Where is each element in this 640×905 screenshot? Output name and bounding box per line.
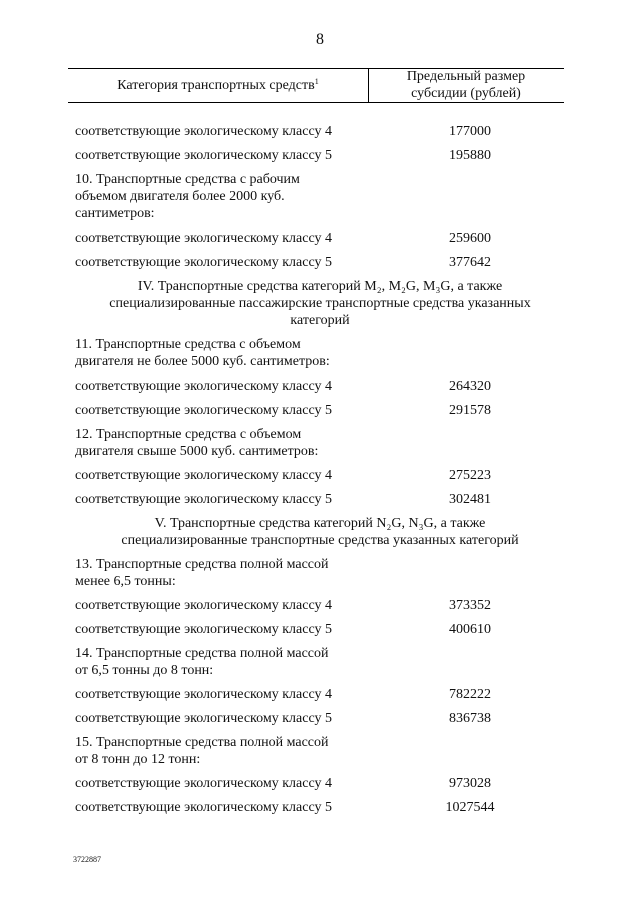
header-subsidy: Предельный размер субсидии (рублей)	[406, 69, 526, 101]
page-number: 8	[316, 31, 324, 48]
table-row-label: соответствующие экологическому классу 4	[75, 231, 332, 246]
table-row-label: соответствующие экологическому классу 4	[75, 124, 332, 139]
table-row-value: 377642	[449, 255, 491, 270]
table-row-value: 195880	[449, 148, 491, 163]
table-row-label: соответствующие экологическому классу 5	[75, 255, 332, 270]
table-row-label: соответствующие экологическому классу 5	[75, 711, 332, 726]
table-row-value: 782222	[449, 687, 491, 702]
table-row-value: 264320	[449, 379, 491, 394]
item-heading: 12. Транспортные средства с объемом двигателя свыше 5000 куб. сантиметров:	[75, 427, 319, 459]
table-row-label: соответствующие экологическому классу 4	[75, 379, 332, 394]
table-row-value: 973028	[449, 776, 491, 791]
section-heading: V. Транспортные средства категорий N₂G, N₃G, а также специализированные транспортные средства указанных категорий	[121, 516, 519, 548]
table-row-label: соответствующие экологическому классу 5	[75, 622, 332, 637]
table-row-value: 373352	[449, 598, 491, 613]
header-footnote-mark: 1	[314, 77, 319, 86]
item-heading: 14. Транспортные средства полной массой от 6,5 тонны до 8 тонн:	[75, 646, 329, 678]
item-heading: 10. Транспортные средства с рабочим объемом двигателя более 2000 куб. сантиметров:	[75, 172, 300, 221]
item-heading: 13. Транспортные средства полной массой менее 6,5 тонны:	[75, 557, 329, 589]
document-code: 3722887	[73, 855, 101, 864]
item-heading: 15. Транспортные средства полной массой от 8 тонн до 12 тонн:	[75, 735, 329, 767]
table-row-label: соответствующие экологическому классу 4	[75, 776, 332, 791]
header-category-label: Категория транспортных средств	[117, 78, 315, 93]
header-category	[68, 78, 368, 94]
table-row-value: 275223	[449, 468, 491, 483]
table-row-value: 291578	[449, 403, 491, 418]
table-row-value: 177000	[449, 124, 491, 139]
table-row-value: 302481	[449, 492, 491, 507]
table-row-value: 836738	[449, 711, 491, 726]
item-heading: 11. Транспортные средства с объемом двигателя не более 5000 куб. сантиметров:	[75, 337, 330, 369]
table-row-value: 259600	[449, 231, 491, 246]
table-row-label: соответствующие экологическому классу 5	[75, 148, 332, 163]
table-header-rule	[68, 102, 564, 103]
table-row-label: соответствующие экологическому классу 4	[75, 468, 332, 483]
table-row-label: соответствующие экологическому классу 4	[75, 598, 332, 613]
table-row-value: 1027544	[445, 800, 495, 815]
table-row-label: соответствующие экологическому классу 5	[75, 800, 332, 815]
table-row-value: 400610	[449, 622, 491, 637]
section-heading: IV. Транспортные средства категорий M₂, M₂G, M₃G, а также специализированные пассажирские транспортные средства указанных категорий	[109, 279, 531, 328]
table-row-label: соответствующие экологическому классу 4	[75, 687, 332, 702]
table-row-label: соответствующие экологическому классу 5	[75, 403, 332, 418]
table-row-label: соответствующие экологическому классу 5	[75, 492, 332, 507]
